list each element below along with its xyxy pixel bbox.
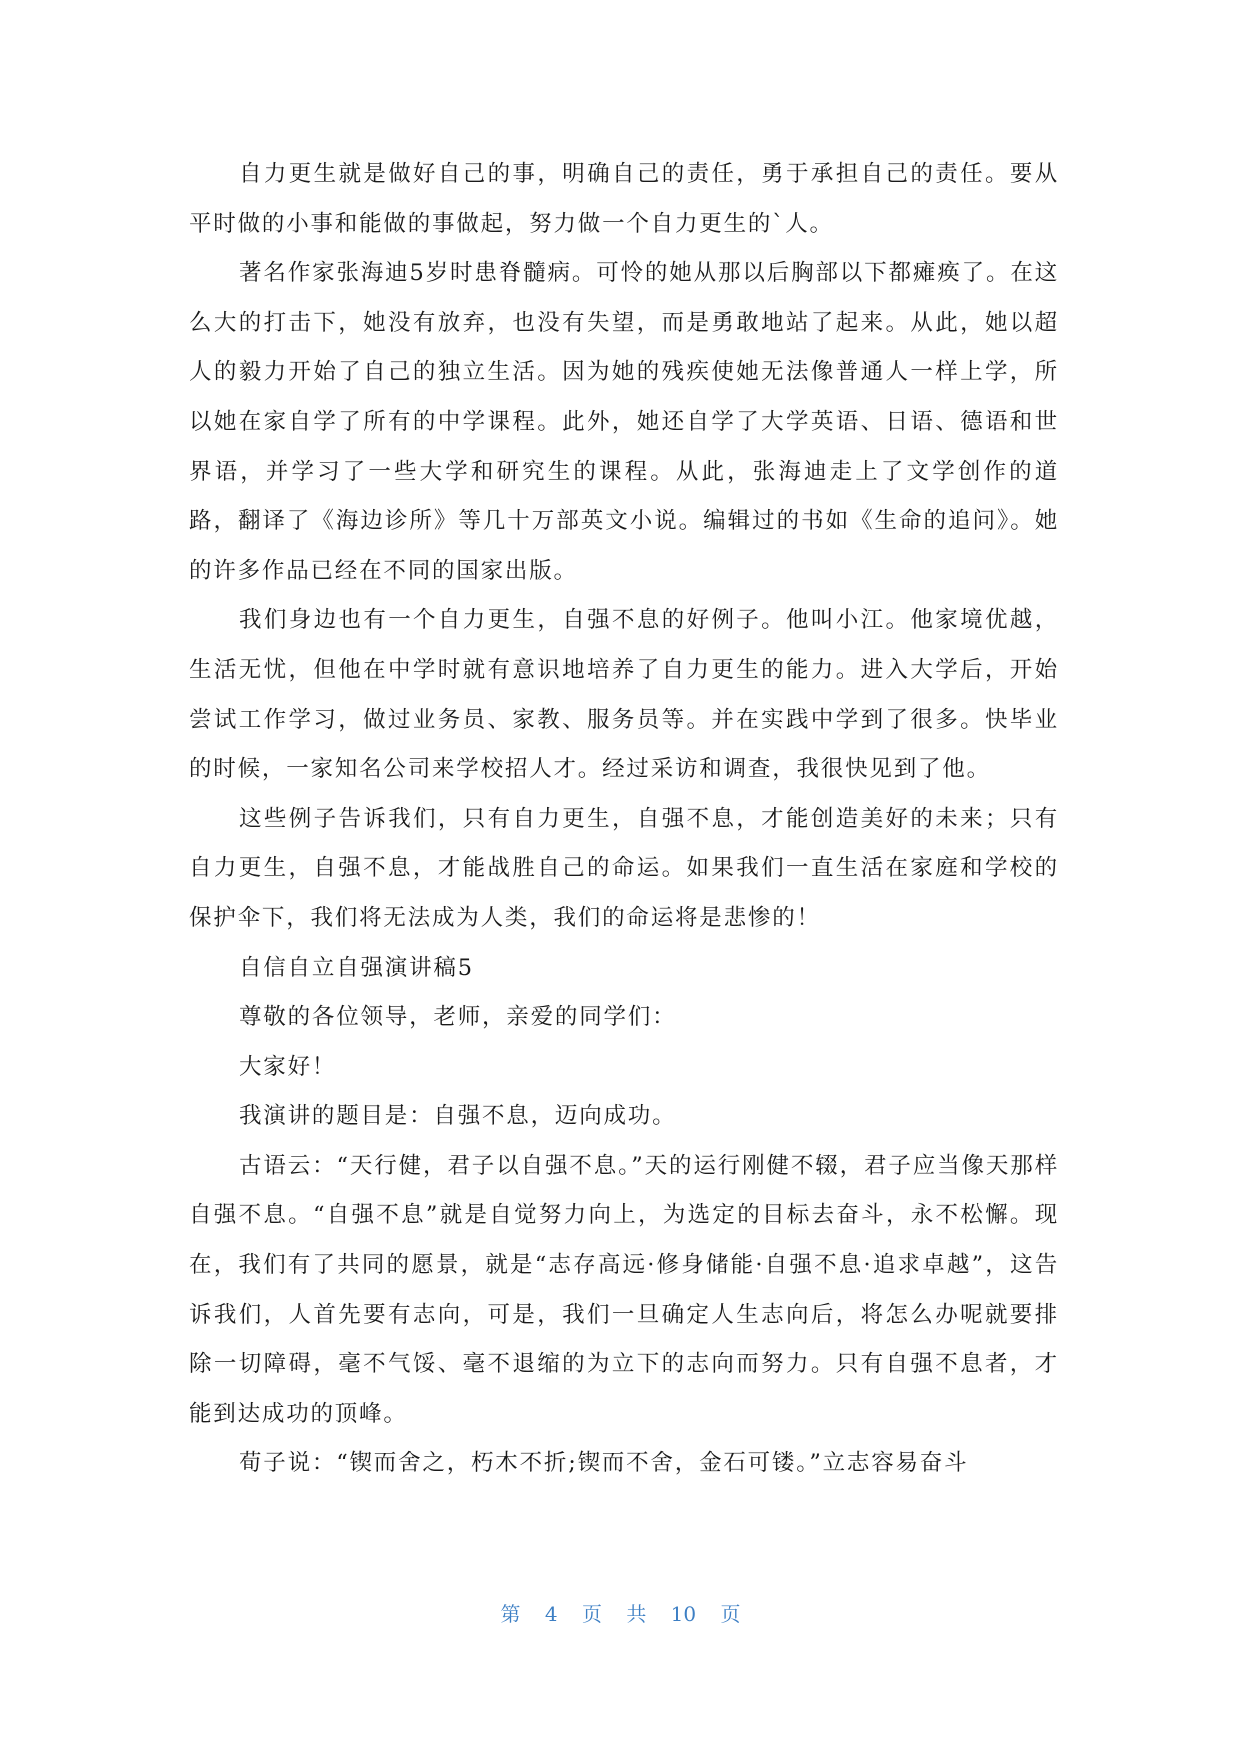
paragraph-conclusion: 这些例子告诉我们，只有自力更生，自强不息，才能创造美好的未来；只有自力更生，自强不息，才能战胜自己的命运。如果我们一直生活在家庭和学校的保护伞下，我们将无法成为人类，我们的命运将是悲惨的！ bbox=[189, 805, 1059, 931]
speech-topic: 我演讲的题目是：自强不息，迈向成功。 bbox=[239, 1103, 677, 1130]
paragraph-xunzi-quote: 荀子说：“锲而舍之，朽木不折;锲而不舍，金石可镂。”立志容易奋斗 bbox=[239, 1450, 969, 1477]
footer-current-page: 4 bbox=[544, 1602, 558, 1626]
paragraph-ancient-saying: 古语云：“天行健，君子以自强不息。”天的运行刚健不辍，君子应当像天那样自强不息。“自强不息”就是自觉努力向上，为选定的目标去奋斗，永不松懈。现在，我们有了共同的愿景，就是“志存高远·修身储能·自强不息·追求卓越”，这告诉我们，人首先要有志向，可是，我们一旦确定人生志向后，将怎么办呢就要排除一切障碍，毫不气馁、毫不退缩的为立下的志向而努力。只有自强不息者，才能到达成功的顶峰。 bbox=[189, 1152, 1059, 1427]
document-body bbox=[189, 150, 1059, 1489]
footer-total-pages: 10 bbox=[670, 1602, 697, 1626]
paragraph-xiaojiang-example: 我们身边也有一个自力更生，自强不息的好例子。他叫小江。他家境优越，生活无忧，但他在中学时就有意识地培养了自力更生的能力。进入大学后，开始尝试工作学习，做过业务员、家教、服务员等。并在实践中学到了很多。快毕业的时候，一家知名公司来学校招人才。经过采访和调查，我很快见到了他。 bbox=[189, 607, 1059, 783]
speech-greeting: 大家好！ bbox=[239, 1053, 337, 1080]
footer-label-gong: 共 bbox=[626, 1602, 647, 1626]
speech-salutation: 尊敬的各位领导，老师，亲爱的同学们： bbox=[239, 1004, 677, 1031]
footer-label-ye-end: 页 bbox=[720, 1602, 741, 1626]
paragraph-zhang-haidi-story: 著名作家张海迪5岁时患脊髓病。可怜的她从那以后胸部以下都瘫痪了。在这么大的打击下，她没有放弃，也没有失望，而是勇敢地站了起来。从此，她以超人的毅力开始了自己的独立生活。因为她的残疾使她无法像普通人一样上学，所以她在家自学了所有的中学课程。此外，她还自学了大学英语、日语、德语和世界语，并学习了一些大学和研究生的课程。从此，张海迪走上了文学创作的道路，翻译了《海边诊所》等几十万部英文小说。编辑过的书如《生命的追问》。她的许多作品已经在不同的国家出版。 bbox=[189, 260, 1059, 584]
footer-label-di: 第 bbox=[500, 1602, 521, 1626]
footer-label-ye: 页 bbox=[581, 1602, 602, 1626]
speech-title: 自信自立自强演讲稿5 bbox=[239, 954, 474, 981]
page-number-footer bbox=[0, 1598, 1241, 1627]
paragraph-self-reliance-definition: 自力更生就是做好自己的事，明确自己的责任，勇于承担自己的责任。要从平时做的小事和能做的事做起，努力做一个自力更生的`人。 bbox=[189, 161, 1059, 237]
